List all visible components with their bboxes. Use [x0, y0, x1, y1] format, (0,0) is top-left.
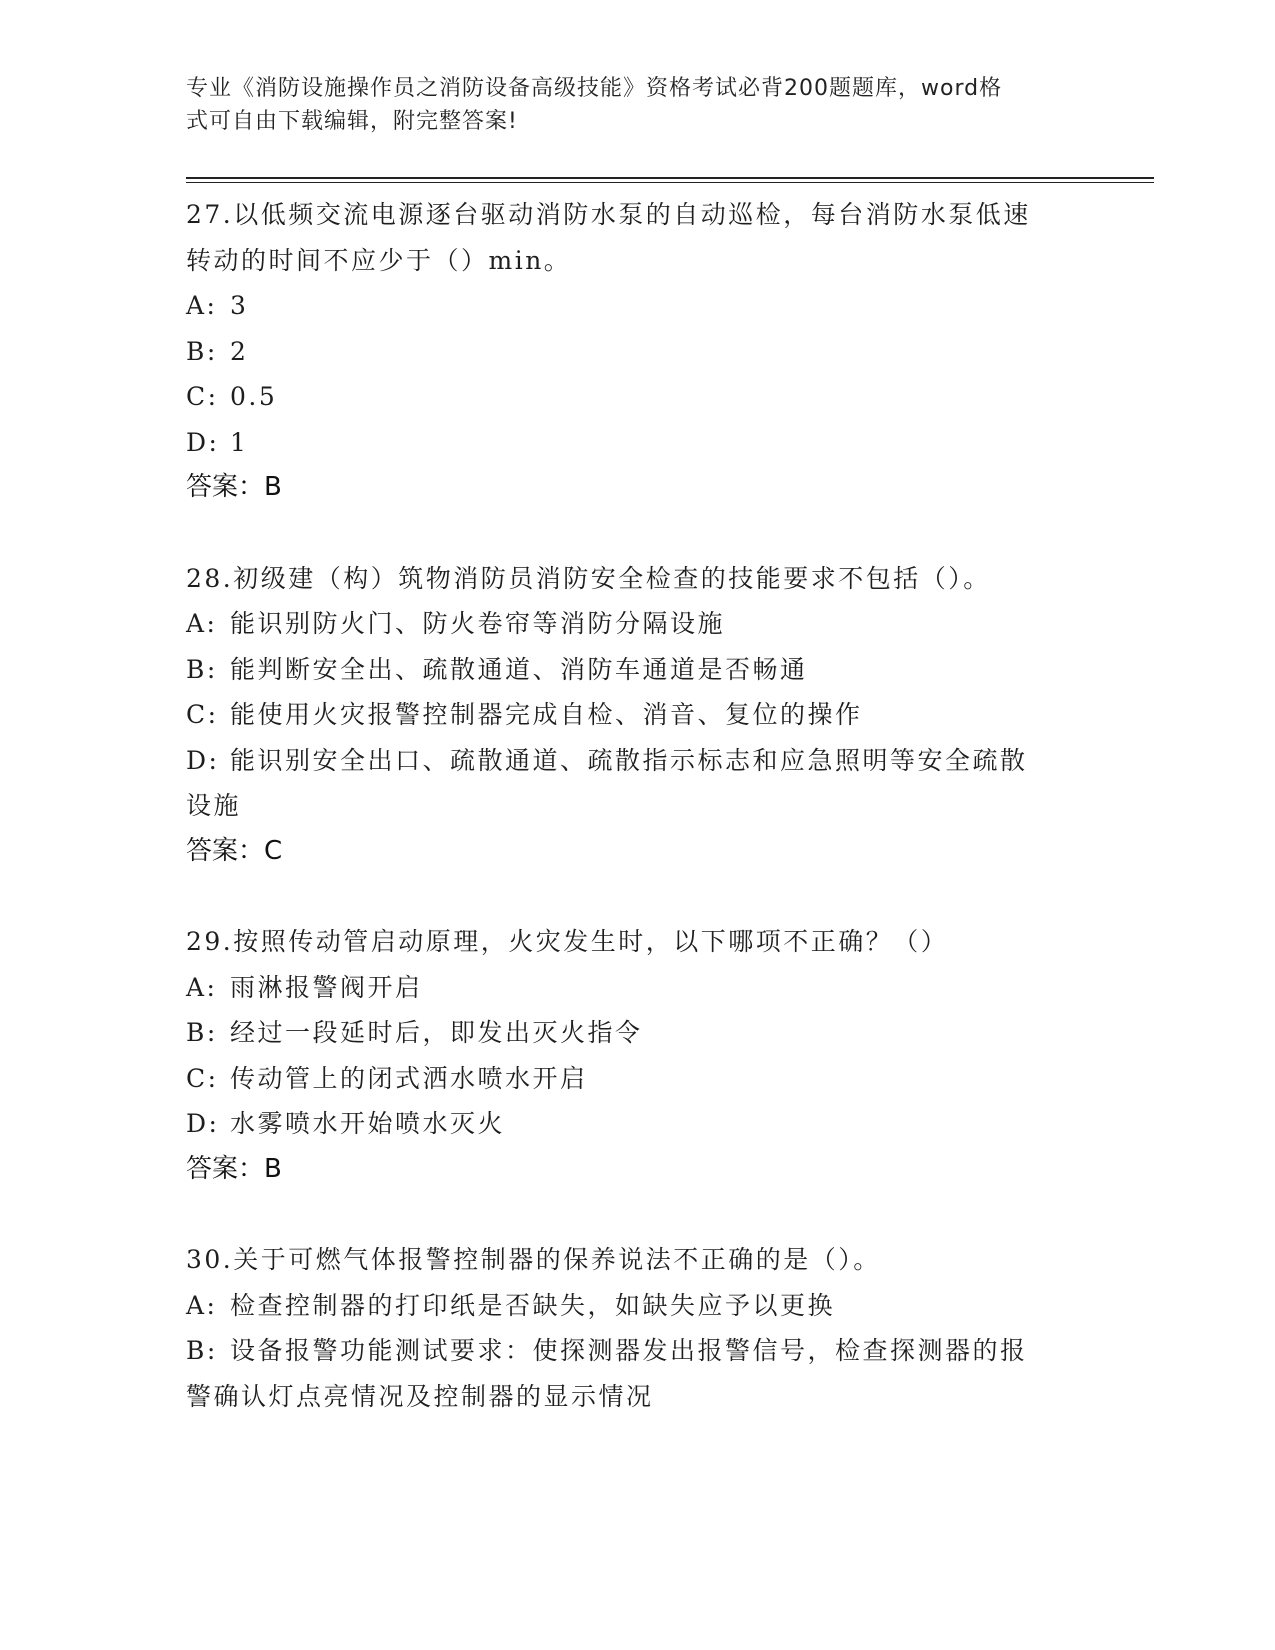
option-key: B: [186, 654, 218, 684]
option-text: 能使用火灾报警控制器完成自检、消音、复位的操作 [230, 700, 863, 729]
option-key: B: [186, 1336, 218, 1365]
option-key: A: [186, 1290, 218, 1320]
option-text: 水雾喷水开始喷水灭火 [230, 1109, 506, 1138]
answer-line: 答案：B [186, 1153, 282, 1184]
option-key: A: [186, 972, 218, 1002]
option-line [186, 647, 1086, 693]
header-line-1: 专业《消防设施操作员之消防设备高级技能》资格考试必背200题题库，word格 [186, 76, 1003, 101]
question-stem-line: 转动的时间不应少于（）min。 [186, 245, 572, 275]
option-text: 2 [230, 336, 249, 366]
question-block [186, 192, 1086, 511]
answer-line: 答案：B [186, 472, 282, 502]
option-text: 3 [230, 291, 249, 320]
header-divider [186, 177, 1154, 183]
option-text: 雨淋报警阀开启 [230, 972, 423, 1002]
option-line [186, 1101, 1086, 1147]
option-line [186, 692, 1086, 738]
option-text: 0.5 [230, 382, 278, 411]
option-text: 经过一段延时后，即发出灭火指令 [230, 1018, 643, 1047]
option-text: 能判断安全出、疏散通道、消防车通道是否畅通 [230, 654, 808, 684]
option-key: B: [186, 1018, 218, 1047]
option-line [186, 738, 1086, 784]
question-stem-line: 27.以低频交流电源逐台驱动消防水泵的自动巡检，每台消防水泵低速 [186, 200, 1031, 229]
option-key: D: [186, 1109, 220, 1138]
option-line [186, 783, 1086, 829]
option-line [186, 965, 1086, 1011]
option-text: 设施 [186, 791, 242, 820]
option-text: 检查控制器的打印纸是否缺失，如缺失应予以更换 [230, 1290, 836, 1320]
header-line-2: 式可自由下载编辑，附完整答案! [186, 109, 518, 134]
question-block [186, 556, 1086, 875]
question-stem-line: 28.初级建（构）筑物消防员消防安全检查的技能要求不包括（）。 [186, 563, 991, 593]
option-line [186, 1010, 1086, 1056]
option-key: A: [186, 291, 218, 320]
option-key: D: [186, 427, 220, 457]
option-text: 能识别安全出口、疏散通道、疏散指示标志和应急照明等安全疏散 [230, 745, 1028, 775]
option-line [186, 283, 1086, 329]
option-text: 1 [230, 427, 249, 457]
option-text: 能识别防火门、防火卷帘等消防分隔设施 [230, 609, 726, 638]
option-line [186, 1374, 1086, 1420]
option-line [186, 1283, 1086, 1329]
option-key: B: [186, 336, 218, 366]
option-line [186, 601, 1086, 647]
option-key: C: [186, 700, 219, 729]
option-key: A: [186, 609, 218, 638]
option-text: 警确认灯点亮情况及控制器的显示情况 [186, 1381, 654, 1411]
question-stem-line: 30.关于可燃气体报警控制器的保养说法不正确的是（）。 [186, 1245, 881, 1274]
answer-line: 答案：C [186, 835, 283, 866]
option-key: C: [186, 382, 219, 411]
option-line [186, 374, 1086, 420]
option-text: 传动管上的闭式洒水喷水开启 [230, 1063, 588, 1093]
question-list [186, 192, 1086, 1419]
question-block [186, 1237, 1086, 1419]
document-header [186, 72, 1066, 138]
option-line [186, 329, 1086, 375]
option-key: C: [186, 1063, 219, 1093]
option-line [186, 420, 1086, 466]
option-line [186, 1328, 1086, 1374]
option-line [186, 1056, 1086, 1102]
option-text: 设备报警功能测试要求：使探测器发出报警信号，检查探测器的报 [230, 1336, 1028, 1365]
option-key: D: [186, 745, 220, 775]
question-stem-line: 29.按照传动管启动原理，火灾发生时，以下哪项不正确？（） [186, 927, 949, 956]
question-block [186, 919, 1086, 1192]
